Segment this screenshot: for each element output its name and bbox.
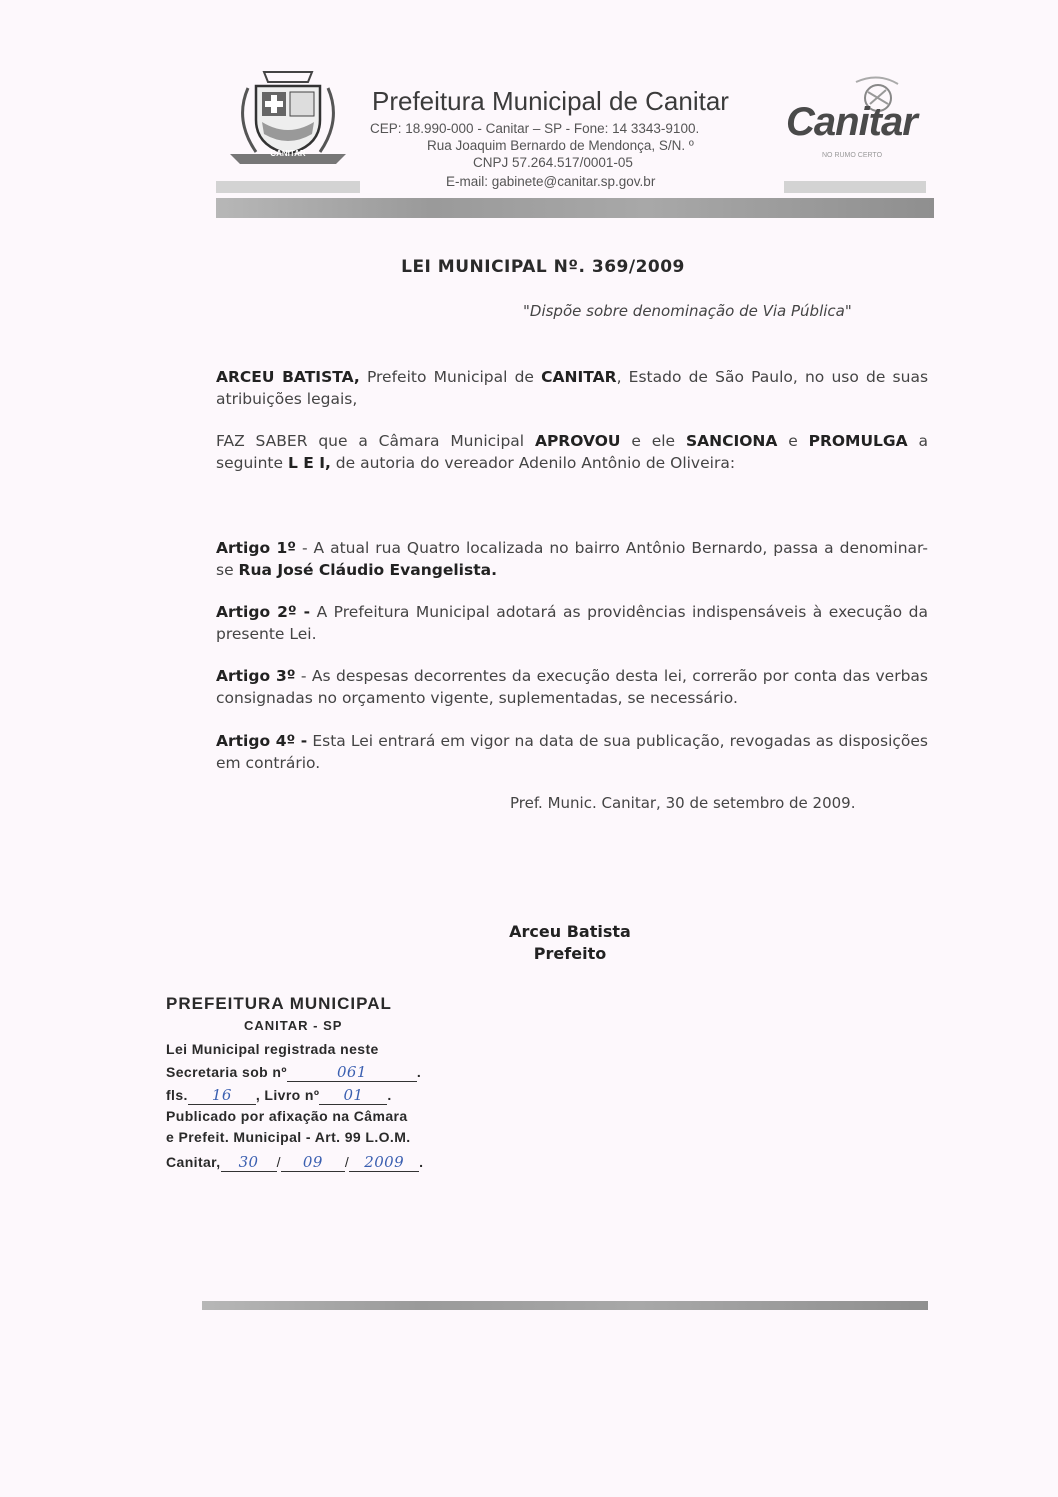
institution-title: Prefeitura Municipal de Canitar <box>372 86 729 116</box>
date-line: Pref. Munic. Canitar, 30 de setembro de 2009. <box>510 794 856 812</box>
stamp-month: 09 <box>281 1153 345 1172</box>
intro-paragraph: ARCEU BATISTA, Prefeito Municipal de CANITAR, Estado de São Paulo, no uso de suas atribuições legais, <box>216 368 929 408</box>
stamp-year: 2009 <box>349 1153 419 1172</box>
header-address-cep: CEP: 18.990-000 - Canitar – SP - Fone: 14 3343-9100. <box>370 121 700 136</box>
header-email: E-mail: gabinete@canitar.sp.gov.br <box>446 174 656 189</box>
logo-wordmark: Canitar <box>786 100 917 144</box>
stamp-subtitle: CANITAR - SP <box>244 1018 343 1033</box>
header-rule <box>216 198 934 218</box>
stamp-title: PREFEITURA MUNICIPAL <box>166 994 392 1013</box>
header-address-street: Rua Joaquim Bernardo de Mendonça, S/N. º <box>427 138 694 153</box>
registry-number: 061 <box>287 1063 417 1082</box>
header-divider-left <box>216 181 360 193</box>
article-1: Artigo 1º - A atual rua Quatro localizada no bairro Antônio Bernardo, passa a denominar-se Rua José Cláudio Evangelista. <box>216 539 928 579</box>
footer-rule <box>202 1301 928 1310</box>
stamp-line-published: Publicado por afixação na Câmara <box>166 1108 408 1124</box>
law-title: LEI MUNICIPAL Nº. 369/2009 <box>401 257 685 277</box>
law-subtitle: "Dispõe sobre denominação de Via Pública" <box>523 302 852 320</box>
stamp-line-date: Canitar, 30 / 09 / 2009 . <box>166 1153 424 1171</box>
stamp-line-article: e Prefeit. Municipal - Art. 99 L.O.M. <box>166 1129 411 1145</box>
stamp-line-registered: Lei Municipal registrada neste <box>166 1041 379 1057</box>
logo-tagline: NO RUMO CERTO <box>822 152 883 159</box>
stamp-day: 30 <box>221 1153 277 1172</box>
canitar-logo <box>786 74 926 164</box>
municipal-crest <box>226 68 350 172</box>
stamp-line-folio: fls. 16 , Livro nº 01 . <box>166 1086 392 1104</box>
stamp-line-registry: Secretaria sob nº 061 . <box>166 1063 422 1081</box>
article-3: Artigo 3º - As despesas decorrentes da execução desta lei, correrão por conta das verbas consignadas no orçamento vigente, suplementadas, se necessário. <box>216 667 928 707</box>
signatory-role: Prefeito <box>533 944 607 963</box>
header-divider-right <box>784 181 926 193</box>
book-number: 01 <box>319 1086 387 1105</box>
article-2: Artigo 2º - A Prefeitura Municipal adotará as providências indispensáveis à execução da presente Lei. <box>216 603 929 643</box>
crest-banner: CANITAR <box>270 149 306 158</box>
enactment-paragraph: FAZ SABER que a Câmara Municipal APROVOU e ele SANCIONA e PROMULGA a seguinte L E I, de autoria do vereador Adenilo Antônio de Oliveira: <box>216 432 928 472</box>
header-cnpj: CNPJ 57.264.517/0001-05 <box>473 155 633 170</box>
signatory-name: Arceu Batista <box>509 922 631 941</box>
folio-number: 16 <box>188 1086 256 1105</box>
article-4: Artigo 4º - Esta Lei entrará em vigor na data de sua publicação, revogadas as disposições em contrário. <box>216 732 928 772</box>
